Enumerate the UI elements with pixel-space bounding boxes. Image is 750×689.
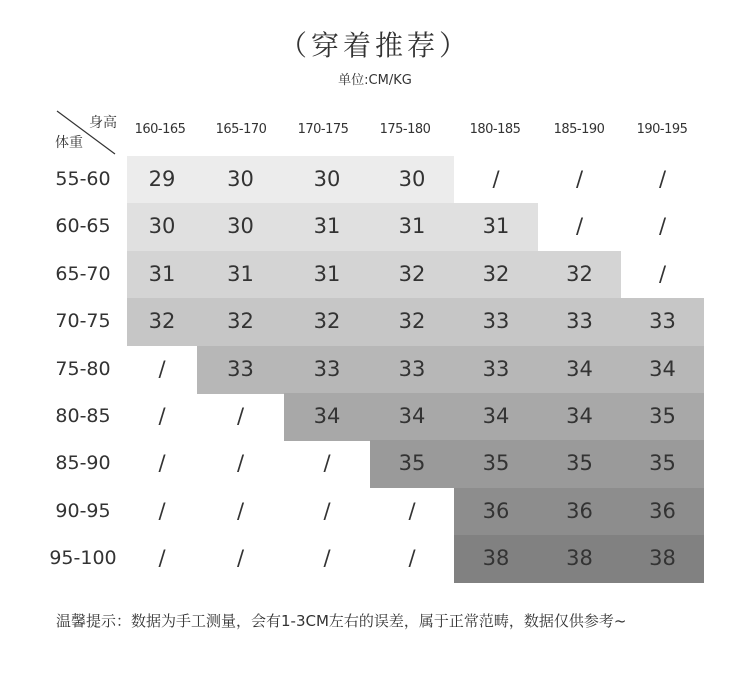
- column-header: 170-175: [297, 122, 349, 137]
- table-cell: /: [575, 214, 584, 239]
- table-cell: /: [575, 167, 584, 191]
- row-header: 90-95: [55, 499, 111, 522]
- table-cell: /: [158, 356, 166, 381]
- table-cell: 38: [538, 535, 621, 583]
- table-cell: /: [492, 167, 500, 191]
- table-cell: /: [158, 498, 166, 523]
- table-cell: 30: [284, 156, 370, 204]
- table-cell: 30: [127, 203, 197, 251]
- column-header: 165-170: [215, 122, 267, 137]
- table-cell: 38: [621, 535, 704, 583]
- table-cell: 31: [197, 251, 284, 299]
- table-cell: 35: [370, 440, 454, 488]
- row-header: 85-90: [55, 452, 111, 475]
- table-cell: 31: [454, 203, 538, 251]
- table-cell: /: [236, 498, 245, 523]
- table-cell: 32: [370, 251, 454, 299]
- table-cell: /: [158, 404, 166, 428]
- row-header: 55-60: [55, 168, 111, 190]
- table-cell: 36: [538, 488, 621, 536]
- table-cell: 35: [621, 393, 704, 441]
- table-cell: 30: [197, 156, 284, 204]
- row-header: 80-85: [55, 405, 111, 427]
- row-header: 65-70: [55, 262, 111, 285]
- table-cell: /: [323, 451, 331, 476]
- table-cell: 36: [621, 488, 704, 536]
- table-cell: /: [658, 214, 667, 239]
- table-cell: 35: [454, 440, 538, 488]
- table-cell: /: [658, 261, 667, 286]
- table-cell: 32: [127, 298, 197, 346]
- table-corner-header: [55, 110, 115, 154]
- table-cell: /: [236, 404, 245, 428]
- table-cell: /: [658, 167, 667, 191]
- table-cell: 32: [538, 251, 621, 299]
- table-cell: 32: [454, 251, 538, 299]
- table-cell: /: [408, 498, 416, 523]
- table-cell: 30: [197, 203, 284, 251]
- table-cell: 34: [454, 393, 538, 441]
- table-cell: 33: [284, 346, 370, 394]
- table-cell: 33: [454, 346, 538, 394]
- row-header: 60-65: [55, 215, 111, 238]
- table-cell: 38: [454, 535, 538, 583]
- column-header: 185-190: [553, 122, 605, 137]
- table-cell: 34: [621, 346, 704, 394]
- measurement-note: 温馨提示：数据为手工测量，会有1-3CM左右的误差，属于正常范畴，数据仅供参考~: [56, 612, 627, 630]
- table-cell: 33: [621, 298, 704, 346]
- column-header: 175-180: [379, 122, 431, 137]
- height-axis-label: 身高: [89, 115, 117, 131]
- table-cell: /: [323, 546, 331, 571]
- row-header: 75-80: [55, 357, 111, 380]
- page-title: （穿着推荐）: [278, 29, 471, 62]
- table-cell: /: [236, 546, 245, 571]
- table-cell: /: [158, 546, 166, 571]
- row-header: 95-100: [49, 547, 117, 570]
- table-cell: 33: [370, 346, 454, 394]
- table-cell: 31: [127, 251, 197, 299]
- unit-label: 单位:CM/KG: [338, 73, 412, 88]
- table-cell: 30: [370, 156, 454, 204]
- table-cell: /: [323, 498, 331, 523]
- table-cell: 33: [454, 298, 538, 346]
- table-cell: 34: [284, 393, 370, 441]
- table-cell: 34: [538, 346, 621, 394]
- table-cell: /: [236, 451, 245, 476]
- table-cell: 34: [370, 393, 454, 441]
- table-cell: 35: [538, 440, 621, 488]
- weight-axis-label: 体重: [55, 135, 83, 151]
- row-header: 70-75: [55, 310, 111, 333]
- column-header: 190-195: [636, 122, 688, 137]
- table-cell: 35: [621, 440, 704, 488]
- table-cell: 33: [197, 346, 284, 394]
- table-cell: 31: [284, 251, 370, 299]
- table-cell: 33: [538, 298, 621, 346]
- table-cell: 31: [370, 203, 454, 251]
- column-header: 180-185: [469, 122, 521, 137]
- table-cell: /: [158, 451, 166, 476]
- table-cell: 34: [538, 393, 621, 441]
- table-cell: 31: [284, 203, 370, 251]
- table-cell: 36: [454, 488, 538, 536]
- table-cell: /: [408, 546, 416, 571]
- table-cell: 29: [127, 156, 197, 204]
- table-cell: 32: [284, 298, 370, 346]
- column-header: 160-165: [134, 122, 186, 137]
- table-cell: 32: [370, 298, 454, 346]
- table-cell: 32: [197, 298, 284, 346]
